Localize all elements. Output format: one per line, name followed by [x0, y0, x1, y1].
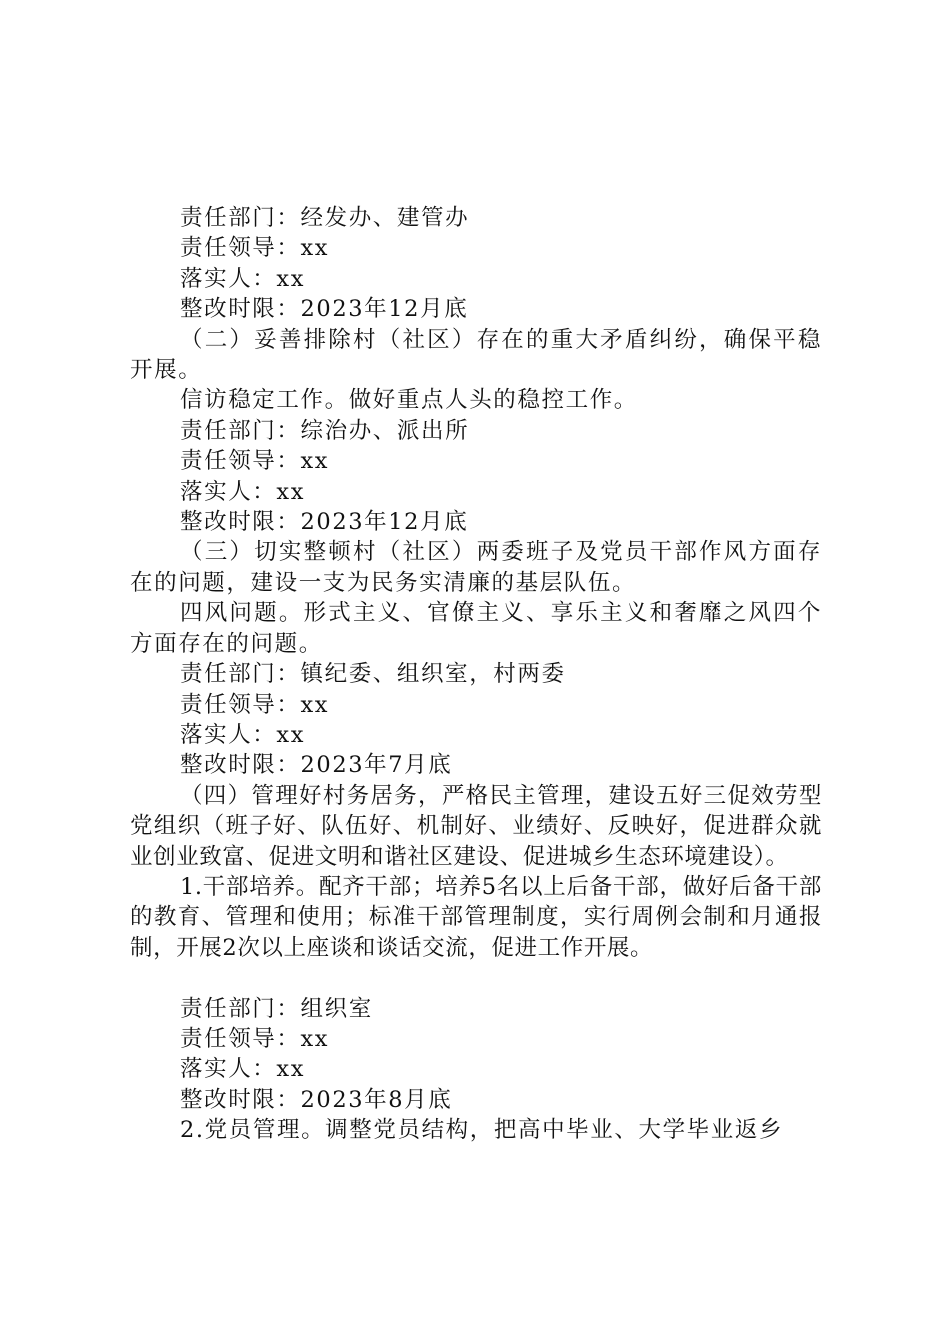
paragraph-section-2-heading: （二）妥善排除村（社区）存在的重大矛盾纠纷，确保平稳开展。 — [130, 326, 822, 384]
paragraph-spacer — [130, 963, 822, 993]
paragraph-deadline-2: 整改时限：2023年12月底 — [180, 509, 469, 536]
paragraph-implementer-2: 落实人：xx — [180, 478, 305, 505]
paragraph-responsible-dept-4: 责任部门：组织室 — [180, 995, 373, 1022]
paragraph-responsible-leader-3: 责任领导：xx — [180, 691, 330, 718]
paragraph-responsible-dept-3: 责任部门：镇纪委、组织室，村两委 — [180, 661, 566, 688]
paragraph-implementer-1: 落实人：xx — [180, 265, 305, 292]
paragraph-party-member-management: 2.党员管理。调整党员结构，把高中毕业、大学毕业返乡 — [180, 1117, 784, 1144]
paragraph-responsible-dept-2: 责任部门：综治办、派出所 — [180, 417, 470, 444]
paragraph-responsible-leader-4: 责任领导：xx — [180, 1025, 330, 1052]
paragraph-deadline-1: 整改时限：2023年12月底 — [180, 296, 469, 323]
paragraph-deadline-3: 整改时限：2023年7月底 — [180, 752, 453, 779]
paragraph-section-3-heading: （三）切实整顿村（社区）两委班子及党员干部作风方面存在的问题，建设一支为民务实清廉的基层队伍。 — [130, 539, 822, 596]
paragraph-implementer-3: 落实人：xx — [180, 721, 305, 748]
paragraph-responsible-dept-1: 责任部门：经发办、建管办 — [180, 205, 470, 231]
paragraph-four-styles: 四风问题。形式主义、官僚主义、享乐主义和奢靡之风四个方面存在的问题。 — [130, 600, 822, 657]
document-body — [130, 203, 822, 1146]
paragraph-implementer-4: 落实人：xx — [180, 1056, 305, 1083]
paragraph-deadline-4: 整改时限：2023年8月底 — [180, 1086, 453, 1113]
paragraph-cadre-training: 1.干部培养。配齐干部；培养5名以上后备干部，做好后备干部的教育、管理和使用；标准干部管理制度，实行周例会制和月通报制，开展2次以上座谈和谈话交流，促进工作开展。 — [130, 873, 822, 961]
paragraph-responsible-leader-1: 责任领导：xx — [180, 235, 330, 262]
paragraph-responsible-leader-2: 责任领导：xx — [180, 448, 330, 475]
paragraph-section-4-heading: （四）管理好村务居务，严格民主管理，建设五好三促效劳型党组织（班子好、队伍好、机制好、业绩好、反映好，促进群众就业创业致富、促进文明和谐社区建设、促进城乡生态环境建设）。 — [130, 782, 822, 870]
paragraph-petition-stability: 信访稳定工作。做好重点人头的稳控工作。 — [180, 387, 638, 414]
